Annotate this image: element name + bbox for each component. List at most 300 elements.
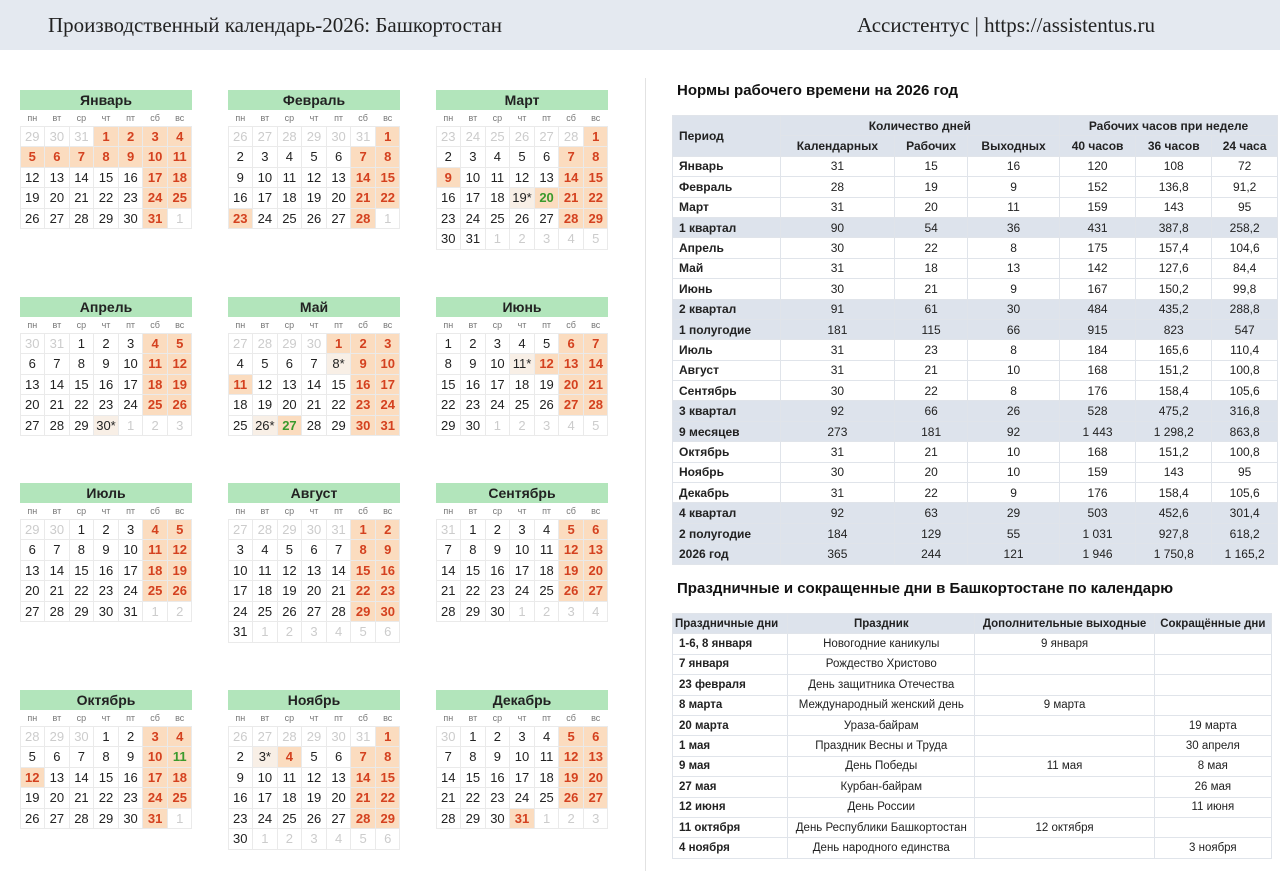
day-cell[interactable]: 21 [44,394,70,416]
day-cell[interactable]: 10 [509,746,535,768]
day-cell[interactable]: 25 [167,187,193,209]
day-cell[interactable]: 16 [375,560,401,582]
day-cell[interactable]: 4 [509,333,535,355]
day-cell[interactable]: 30 [228,828,254,850]
day-cell[interactable]: 7 [44,539,70,561]
day-cell[interactable]: 11 [485,167,511,189]
day-cell[interactable]: 8 [460,746,486,768]
day-cell[interactable]: 23 [228,808,254,830]
day-cell[interactable]: 18 [142,374,168,396]
day-cell[interactable]: 15 [69,374,95,396]
day-cell[interactable]: 26 [301,808,327,830]
day-cell[interactable]: 15 [460,560,486,582]
day-cell[interactable]: 21 [326,580,352,602]
day-cell[interactable]: 6 [277,353,303,375]
day-cell[interactable]: 15 [93,767,119,789]
day-cell[interactable]: 13 [558,353,584,375]
day-cell[interactable]: 1 [375,726,401,748]
day-cell[interactable]: 21 [558,187,584,209]
day-cell[interactable]: 17 [228,580,254,602]
day-cell[interactable]: 24 [252,808,278,830]
day-cell[interactable]: 2 [436,146,462,168]
day-cell[interactable]: 21 [436,787,462,809]
day-cell[interactable]: 13 [583,746,609,768]
day-cell[interactable]: 17 [485,374,511,396]
day-cell[interactable]: 30 [93,601,119,623]
day-cell[interactable]: 23 [228,208,254,230]
day-cell[interactable]: 23 [350,394,376,416]
day-cell[interactable]: 13 [44,167,70,189]
day-cell[interactable]: 10 [118,353,144,375]
day-cell[interactable]: 15 [326,374,352,396]
day-cell[interactable]: 4 [277,746,303,768]
day-cell[interactable]: 27 [583,787,609,809]
day-cell[interactable]: 8 [350,539,376,561]
day-cell[interactable]: 9 [375,539,401,561]
day-cell[interactable]: 23 [93,580,119,602]
day-cell[interactable]: 1 [436,333,462,355]
day-cell[interactable]: 7 [326,539,352,561]
day-cell[interactable]: 3 [509,726,535,748]
day-cell[interactable]: 20 [326,187,352,209]
day-cell[interactable]: 14 [44,560,70,582]
day-cell[interactable]: 2 [228,746,254,768]
day-cell[interactable]: 12 [167,353,193,375]
day-cell[interactable]: 23 [375,580,401,602]
day-cell[interactable]: 28 [350,208,376,230]
day-cell[interactable]: 15 [375,767,401,789]
day-cell[interactable]: 11 [252,560,278,582]
day-cell[interactable]: 16 [93,374,119,396]
day-cell[interactable]: 7 [44,353,70,375]
day-cell[interactable]: 16 [118,767,144,789]
day-cell[interactable]: 28 [436,601,462,623]
day-cell[interactable]: 8 [436,353,462,375]
day-cell[interactable]: 18 [252,580,278,602]
day-cell[interactable]: 14 [558,167,584,189]
day-cell[interactable]: 10 [252,167,278,189]
day-cell[interactable]: 28 [436,808,462,830]
day-cell[interactable]: 13 [326,167,352,189]
day-cell[interactable]: 7 [350,146,376,168]
day-cell[interactable]: 3* [252,746,278,768]
day-cell[interactable]: 19 [252,394,278,416]
day-cell[interactable]: 7 [436,539,462,561]
day-cell[interactable]: 17 [142,767,168,789]
day-cell[interactable]: 25 [142,394,168,416]
day-cell[interactable]: 21 [583,374,609,396]
day-cell[interactable]: 16 [460,374,486,396]
day-cell[interactable]: 9 [118,746,144,768]
day-cell[interactable]: 20 [583,560,609,582]
day-cell[interactable]: 2 [485,519,511,541]
day-cell[interactable]: 27 [44,808,70,830]
day-cell[interactable]: 4 [534,519,560,541]
day-cell[interactable]: 22 [350,580,376,602]
day-cell[interactable]: 2 [228,146,254,168]
day-cell[interactable]: 30 [118,208,144,230]
day-cell[interactable]: 9 [460,353,486,375]
day-cell[interactable]: 22 [93,787,119,809]
day-cell[interactable]: 29 [93,208,119,230]
day-cell[interactable]: 1 [375,126,401,148]
day-cell[interactable]: 2 [93,333,119,355]
day-cell[interactable]: 19 [558,767,584,789]
day-cell[interactable]: 30 [485,601,511,623]
day-cell[interactable]: 22 [375,187,401,209]
day-cell[interactable]: 26 [534,394,560,416]
day-cell[interactable]: 9 [93,539,119,561]
day-cell[interactable]: 17 [509,560,535,582]
day-cell[interactable]: 19 [20,187,46,209]
day-cell[interactable]: 4 [228,353,254,375]
day-cell[interactable]: 12 [167,539,193,561]
day-cell[interactable]: 11 [228,374,254,396]
day-cell[interactable]: 27 [44,208,70,230]
day-cell[interactable]: 14 [301,374,327,396]
day-cell[interactable]: 11 [142,539,168,561]
day-cell[interactable]: 24 [375,394,401,416]
day-cell[interactable]: 23 [460,394,486,416]
day-cell[interactable]: 25 [485,208,511,230]
day-cell[interactable]: 5 [277,539,303,561]
day-cell[interactable]: 22 [375,787,401,809]
day-cell[interactable]: 12 [277,560,303,582]
day-cell[interactable]: 18 [277,187,303,209]
day-cell[interactable]: 26 [558,580,584,602]
day-cell[interactable]: 24 [118,394,144,416]
day-cell[interactable]: 5 [301,746,327,768]
day-cell[interactable]: 12 [558,746,584,768]
day-cell[interactable]: 5 [509,146,535,168]
day-cell[interactable]: 23 [485,787,511,809]
day-cell[interactable]: 28 [69,808,95,830]
day-cell[interactable]: 13 [583,539,609,561]
day-cell[interactable]: 30 [460,415,486,437]
day-cell[interactable]: 26 [509,208,535,230]
day-cell[interactable]: 30 [436,228,462,250]
day-cell[interactable]: 16 [350,374,376,396]
day-cell[interactable]: 9 [485,746,511,768]
day-cell[interactable]: 11 [167,746,193,768]
day-cell[interactable]: 6 [20,539,46,561]
day-cell[interactable]: 19 [277,580,303,602]
day-cell[interactable]: 20 [558,374,584,396]
day-cell[interactable]: 16 [485,767,511,789]
day-cell[interactable]: 1 [350,519,376,541]
day-cell[interactable]: 8 [460,539,486,561]
day-cell[interactable]: 5 [252,353,278,375]
day-cell[interactable]: 24 [509,787,535,809]
day-cell[interactable]: 29 [69,415,95,437]
day-cell[interactable]: 18 [167,167,193,189]
day-cell[interactable]: 26 [167,580,193,602]
day-cell[interactable]: 17 [375,374,401,396]
day-cell[interactable]: 28 [44,601,70,623]
day-cell[interactable]: 7 [301,353,327,375]
day-cell[interactable]: 25 [534,580,560,602]
day-cell[interactable]: 20 [44,787,70,809]
day-cell[interactable]: 27 [20,601,46,623]
day-cell[interactable]: 9 [118,146,144,168]
day-cell[interactable]: 18 [228,394,254,416]
day-cell[interactable]: 31 [228,621,254,643]
day-cell[interactable]: 4 [167,726,193,748]
day-cell[interactable]: 11 [167,146,193,168]
day-cell[interactable]: 17 [118,560,144,582]
day-cell[interactable]: 3 [142,126,168,148]
day-cell[interactable]: 1 [69,333,95,355]
day-cell[interactable]: 24 [460,208,486,230]
day-cell[interactable]: 5 [301,146,327,168]
day-cell[interactable]: 29 [583,208,609,230]
day-cell[interactable]: 19 [301,187,327,209]
day-cell[interactable]: 2 [460,333,486,355]
day-cell[interactable]: 29 [69,601,95,623]
day-cell[interactable]: 21 [301,394,327,416]
day-cell[interactable]: 1 [460,726,486,748]
day-cell[interactable]: 13 [277,374,303,396]
day-cell[interactable]: 17 [252,187,278,209]
day-cell[interactable]: 1 [326,333,352,355]
day-cell[interactable]: 1 [93,126,119,148]
day-cell[interactable]: 16 [228,787,254,809]
day-cell[interactable]: 12 [252,374,278,396]
day-cell[interactable]: 24 [142,787,168,809]
day-cell[interactable]: 14 [326,560,352,582]
day-cell[interactable]: 25 [252,601,278,623]
day-cell[interactable]: 17 [118,374,144,396]
day-cell[interactable]: 27 [277,415,303,437]
day-cell[interactable]: 3 [460,146,486,168]
day-cell[interactable]: 20 [583,767,609,789]
day-cell[interactable]: 2 [118,726,144,748]
day-cell[interactable]: 6 [20,353,46,375]
day-cell[interactable]: 13 [44,767,70,789]
day-cell[interactable]: 22 [460,787,486,809]
day-cell[interactable]: 16 [228,187,254,209]
day-cell[interactable]: 13 [326,767,352,789]
day-cell[interactable]: 29 [375,808,401,830]
day-cell[interactable]: 13 [534,167,560,189]
day-cell[interactable]: 19 [20,787,46,809]
day-cell[interactable]: 19 [301,787,327,809]
day-cell[interactable]: 15 [93,167,119,189]
day-cell[interactable]: 6 [44,746,70,768]
day-cell[interactable]: 14 [350,767,376,789]
day-cell[interactable]: 6 [583,519,609,541]
day-cell[interactable]: 29 [460,808,486,830]
day-cell[interactable]: 21 [436,580,462,602]
day-cell[interactable]: 27 [20,415,46,437]
day-cell[interactable]: 3 [118,333,144,355]
day-cell[interactable]: 23 [436,208,462,230]
day-cell[interactable]: 13 [301,560,327,582]
day-cell[interactable]: 25 [228,415,254,437]
day-cell[interactable]: 31 [142,808,168,830]
day-cell[interactable]: 24 [485,394,511,416]
day-cell[interactable]: 11 [277,167,303,189]
day-cell[interactable]: 10 [118,539,144,561]
day-cell[interactable]: 31 [509,808,535,830]
day-cell[interactable]: 23 [118,187,144,209]
day-cell[interactable]: 3 [509,519,535,541]
day-cell[interactable]: 3 [375,333,401,355]
day-cell[interactable]: 9 [485,539,511,561]
day-cell[interactable]: 9 [93,353,119,375]
day-cell[interactable]: 4 [252,539,278,561]
day-cell[interactable]: 10 [375,353,401,375]
site-link[interactable]: Ассистентус | https://assistentus.ru [857,13,1155,37]
day-cell[interactable]: 7 [69,146,95,168]
day-cell[interactable]: 17 [142,167,168,189]
day-cell[interactable]: 26 [301,208,327,230]
day-cell[interactable]: 2 [485,726,511,748]
day-cell[interactable]: 16 [118,167,144,189]
day-cell[interactable]: 26 [20,808,46,830]
day-cell[interactable]: 28 [350,808,376,830]
day-cell[interactable]: 7 [69,746,95,768]
day-cell[interactable]: 6 [534,146,560,168]
day-cell[interactable]: 26 [558,787,584,809]
day-cell[interactable]: 15 [460,767,486,789]
day-cell[interactable]: 30 [350,415,376,437]
day-cell[interactable]: 6 [301,539,327,561]
day-cell[interactable]: 26 [167,394,193,416]
day-cell[interactable]: 10 [252,767,278,789]
day-cell[interactable]: 11 [534,539,560,561]
day-cell[interactable]: 10 [485,353,511,375]
day-cell[interactable]: 11 [534,746,560,768]
day-cell[interactable]: 29 [326,415,352,437]
day-cell[interactable]: 7 [558,146,584,168]
day-cell[interactable]: 12 [301,167,327,189]
day-cell[interactable]: 12 [20,167,46,189]
day-cell[interactable]: 22 [583,187,609,209]
day-cell[interactable]: 10 [460,167,486,189]
day-cell[interactable]: 1 [69,519,95,541]
day-cell[interactable]: 9 [436,167,462,189]
day-cell[interactable]: 20 [534,187,560,209]
day-cell[interactable]: 6 [326,746,352,768]
day-cell[interactable]: 19 [534,374,560,396]
day-cell[interactable]: 2 [118,126,144,148]
day-cell[interactable]: 13 [20,374,46,396]
day-cell[interactable]: 24 [509,580,535,602]
day-cell[interactable]: 6 [326,146,352,168]
day-cell[interactable]: 24 [252,208,278,230]
day-cell[interactable]: 15 [350,560,376,582]
day-cell[interactable]: 27 [558,394,584,416]
day-cell[interactable]: 26 [277,601,303,623]
day-cell[interactable]: 7 [583,333,609,355]
day-cell[interactable]: 21 [44,580,70,602]
day-cell[interactable]: 7 [350,746,376,768]
day-cell[interactable]: 5 [20,746,46,768]
day-cell[interactable]: 5 [534,333,560,355]
day-cell[interactable]: 30 [118,808,144,830]
day-cell[interactable]: 10 [142,746,168,768]
day-cell[interactable]: 8 [375,746,401,768]
day-cell[interactable]: 2 [350,333,376,355]
day-cell[interactable]: 27 [326,208,352,230]
day-cell[interactable]: 17 [460,187,486,209]
day-cell[interactable]: 14 [44,374,70,396]
day-cell[interactable]: 14 [436,767,462,789]
day-cell[interactable]: 9 [228,767,254,789]
day-cell[interactable]: 21 [69,787,95,809]
day-cell[interactable]: 22 [69,580,95,602]
day-cell[interactable]: 5 [167,333,193,355]
day-cell[interactable]: 8 [93,146,119,168]
day-cell[interactable]: 12 [301,767,327,789]
day-cell[interactable]: 21 [350,787,376,809]
day-cell[interactable]: 5 [558,519,584,541]
day-cell[interactable]: 25 [277,808,303,830]
day-cell[interactable]: 17 [252,787,278,809]
day-cell[interactable]: 28 [583,394,609,416]
day-cell[interactable]: 31 [460,228,486,250]
day-cell[interactable]: 11 [277,767,303,789]
day-cell[interactable]: 6 [583,726,609,748]
day-cell[interactable]: 25 [509,394,535,416]
day-cell[interactable]: 10 [228,560,254,582]
day-cell[interactable]: 20 [20,580,46,602]
day-cell[interactable]: 22 [460,580,486,602]
day-cell[interactable]: 14 [69,167,95,189]
day-cell[interactable]: 17 [509,767,535,789]
day-cell[interactable]: 14 [69,767,95,789]
day-cell[interactable]: 4 [534,726,560,748]
day-cell[interactable]: 30 [375,601,401,623]
day-cell[interactable]: 6 [558,333,584,355]
day-cell[interactable]: 7 [436,746,462,768]
day-cell[interactable]: 27 [301,601,327,623]
day-cell[interactable]: 29 [93,808,119,830]
day-cell[interactable]: 20 [44,187,70,209]
day-cell[interactable]: 25 [142,580,168,602]
day-cell[interactable]: 4 [142,333,168,355]
day-cell[interactable]: 19* [509,187,535,209]
day-cell[interactable]: 26 [20,208,46,230]
day-cell[interactable]: 1 [93,726,119,748]
day-cell[interactable]: 3 [142,726,168,748]
day-cell[interactable]: 28 [326,601,352,623]
day-cell[interactable]: 29 [436,415,462,437]
day-cell[interactable]: 10 [142,146,168,168]
day-cell[interactable]: 31 [375,415,401,437]
day-cell[interactable]: 5 [20,146,46,168]
day-cell[interactable]: 12 [558,539,584,561]
day-cell[interactable]: 8 [375,146,401,168]
day-cell[interactable]: 18 [509,374,535,396]
day-cell[interactable]: 16 [485,560,511,582]
day-cell[interactable]: 15 [69,560,95,582]
day-cell[interactable]: 20 [277,394,303,416]
day-cell[interactable]: 9 [228,167,254,189]
day-cell[interactable]: 16 [436,187,462,209]
day-cell[interactable]: 4 [485,146,511,168]
day-cell[interactable]: 8 [69,539,95,561]
day-cell[interactable]: 1 [583,126,609,148]
day-cell[interactable]: 26* [252,415,278,437]
day-cell[interactable]: 22 [436,394,462,416]
day-cell[interactable]: 19 [167,374,193,396]
day-cell[interactable]: 20 [326,787,352,809]
day-cell[interactable]: 3 [485,333,511,355]
day-cell[interactable]: 27 [326,808,352,830]
day-cell[interactable]: 25 [277,208,303,230]
